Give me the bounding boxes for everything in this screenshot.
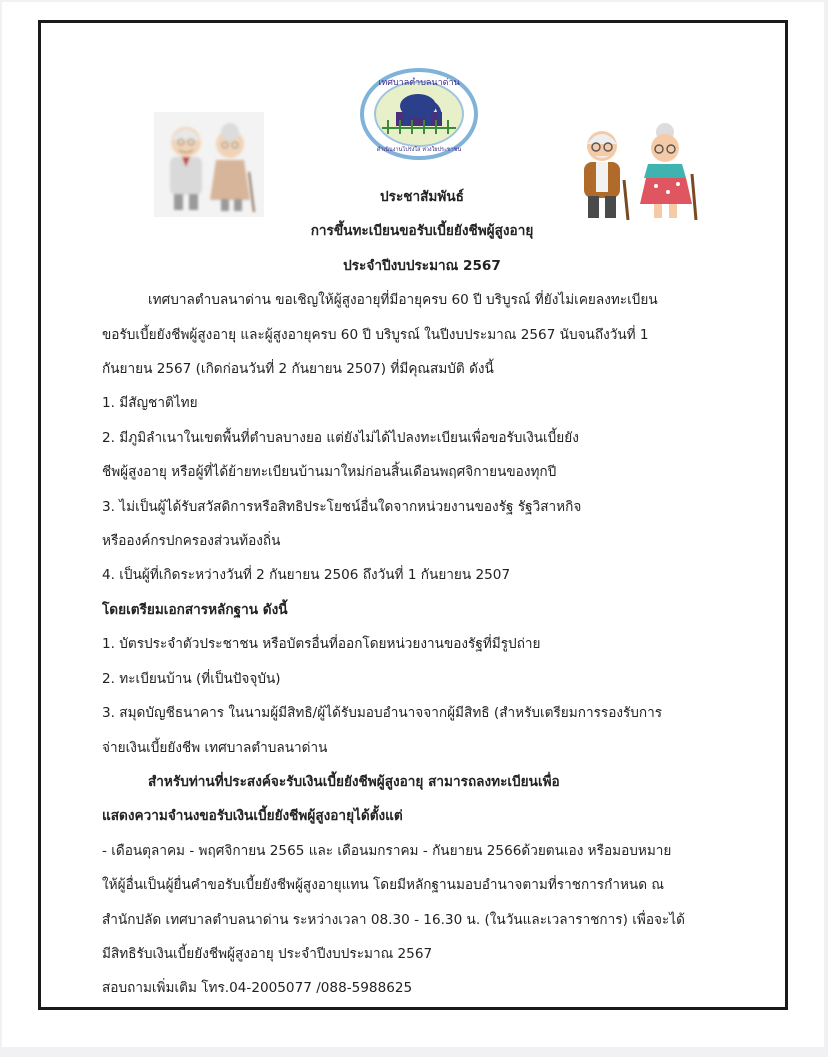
register-detail: มีสิทธิรับเงินเบี้ยยังชีพผู้สูงอายุ ประจำปีงบประมาณ 2567	[102, 945, 433, 962]
announcement-body	[102, 180, 742, 1006]
intro-line: กันยายน 2567 (เกิดก่อนวันที่ 2 กันยายน 2507) ที่มีคุณสมบัติ ดังนี้	[102, 361, 494, 378]
document-item: 2. ทะเบียนบ้าน (ที่เป็นปัจจุบัน)	[102, 670, 281, 687]
logo-top-text: เทศบาลตำบลนาด่าน	[378, 78, 460, 88]
register-detail: ให้ผู้อื่นเป็นผู้ยื่นคำขอรับเบี้ยยังชีพผู้สูงอายุแทน โดยมีหลักฐานมอบอำนาจตามที่ราชการกำหนด ณ	[102, 877, 664, 894]
qualification-item: 2. มีภูมิลำเนาในเขตพื้นที่ตำบลบางยอ แต่ยังไม่ได้ไปลงทะเบียนเพื่อขอรับเงินเบี้ยยัง	[102, 429, 579, 446]
intro-line: ขอรับเบี้ยยังชีพผู้สูงอายุ และผู้สูงอายุครบ 60 ปี บริบูรณ์ ในปีงบประมาณ 2567 นับจนถึงวันที่ 1	[102, 326, 649, 343]
register-heading: แสดงความจำนงขอรับเงินเบี้ยยังชีพผู้สูงอายุได้ตั้งแต่	[102, 808, 403, 825]
register-detail: - เดือนตุลาคม - พฤศจิกายน 2565 และ เดือนมกราคม - กันยายน 2566ด้วยตนเอง หรือมอบหมาย	[102, 842, 672, 859]
register-heading: สำหรับท่านที่ประสงค์จะรับเงินเบี้ยยังชีพผู้สูงอายุ สามารถลงทะเบียนเพื่อ	[148, 773, 560, 790]
qualification-item: ชีพผู้สูงอายุ หรือผู้ที่ได้ย้ายทะเบียนบ้านมาใหม่ก่อนสิ้นเดือนพฤศจิกายนของทุกปี	[102, 464, 557, 481]
document-item: 1. บัตรประจำตัวประชาชน หรือบัตรอื่นที่ออกโดยหน่วยงานของรัฐที่มีรูปถ่าย	[102, 636, 541, 653]
register-detail: สำนักปลัด เทศบาลตำบลนาด่าน ระหว่างเวลา 08.30 - 16.30 น. (ในวันและเวลาราชการ) เพื่อจะได้	[102, 911, 685, 928]
announcement-fiscal-year: ประจำปีงบประมาณ 2567	[343, 257, 501, 274]
intro-line: เทศบาลตำบลนาด่าน ขอเชิญให้ผู้สูงอายุที่มีอายุครบ 60 ปี บริบูรณ์ ที่ยังไม่เคยลงทะเบียน	[148, 292, 658, 309]
contact-phone: สอบถามเพิ่มเติม โทร.04-2005077 /088-5988625	[102, 980, 413, 997]
qualification-item: 1. มีสัญชาติไทย	[102, 395, 198, 412]
qualification-item: 4. เป็นผู้ที่เกิดระหว่างวันที่ 2 กันยายน 2506 ถึงวันที่ 1 กันยายน 2507	[102, 567, 511, 584]
announcement-subtitle: การขึ้นทะเบียนขอรับเบี้ยยังชีพผู้สูงอายุ	[310, 223, 534, 240]
logo-bottom-text: ดำเนินงานโปร่งใส ห่วงใยประชาชน	[376, 147, 462, 153]
document-sheet	[2, 2, 824, 1047]
qualification-item: หรือองค์กรปกครองส่วนท้องถิ่น	[102, 533, 281, 550]
announcement-title: ประชาสัมพันธ์	[380, 189, 464, 205]
document-item: จ่ายเงินเบี้ยยังชีพ เทศบาลตำบลนาด่าน	[102, 739, 328, 756]
document-item: 3. สมุดบัญชีธนาคาร ในนามผู้มีสิทธิ/ผู้ได้รับมอบอำนาจจากผู้มีสิทธิ (สำหรับเตรียมการรองรับการ	[102, 705, 663, 722]
documents-heading: โดยเตรียมเอกสารหลักฐาน ดังนี้	[102, 601, 288, 618]
municipality-logo	[360, 68, 478, 160]
qualification-item: 3. ไม่เป็นผู้ได้รับสวัสดิการหรือสิทธิประโยชน์อื่นใดจากหน่วยงานของรัฐ รัฐวิสาหกิจ	[102, 498, 582, 515]
